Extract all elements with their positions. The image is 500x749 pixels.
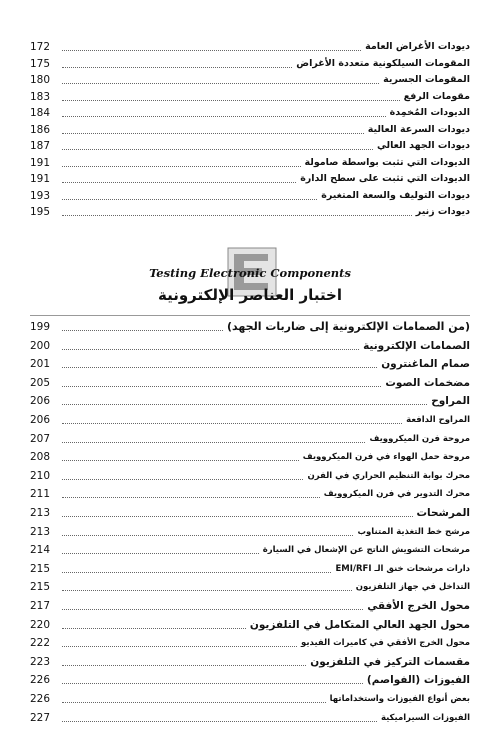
toc-entry[interactable] — [30, 121, 470, 137]
toc-leader-dots — [62, 99, 400, 101]
toc-entry-title: المقومات السيلكونية متعددة الأغراض — [296, 57, 470, 69]
toc-entry[interactable] — [30, 411, 470, 427]
toc-entry[interactable] — [30, 137, 470, 153]
toc-entry-title: ديودات التوليف والسعة المتغيرة — [321, 189, 470, 201]
toc-page-number: 215 — [30, 581, 51, 594]
toc-entry[interactable] — [30, 467, 470, 483]
toc-entry-title: المرشحات — [416, 507, 470, 519]
toc-leader-dots — [62, 422, 402, 424]
toc-entry[interactable] — [30, 318, 470, 334]
toc-entry-title: محول الخرج الأفقي في كاميرات الفيديو — [301, 638, 470, 649]
toc-entry[interactable] — [30, 38, 470, 54]
chapter-header — [0, 244, 500, 314]
toc-leader-dots — [62, 627, 246, 629]
toc-leader-dots — [62, 385, 381, 387]
toc-entry[interactable] — [30, 170, 470, 186]
toc-page-number: 201 — [30, 358, 51, 371]
toc-page-number: 226 — [30, 693, 51, 705]
toc-entry[interactable] — [30, 671, 470, 687]
toc-entry[interactable] — [30, 374, 470, 390]
toc-entry-title: ديودات السرعة العالية — [367, 123, 470, 135]
toc-leader-dots — [62, 214, 412, 216]
toc-page-number: 200 — [30, 339, 51, 352]
toc-entry-title: التداخل في جهاز التلفزيون — [355, 582, 470, 593]
toc-entry[interactable] — [30, 634, 470, 650]
toc-entry-title: المقومات الجسرية — [383, 74, 470, 85]
toc-entry-title: الديودات المُخمِدة — [389, 107, 470, 118]
chapter-title-ar: اختبار العناصر الإلكترونية — [157, 286, 343, 304]
toc-leader-dots — [62, 348, 359, 350]
toc-entry[interactable] — [30, 578, 470, 594]
toc-leader-dots — [62, 66, 292, 68]
toc-page-number: 213 — [30, 525, 51, 538]
toc-leader-dots — [62, 198, 317, 200]
toc-leader-dots — [62, 589, 352, 591]
toc-entry[interactable] — [30, 690, 470, 706]
toc-leader-dots — [62, 115, 386, 117]
toc-entry-title: مقومات الرفع — [403, 90, 470, 102]
toc-entry-title: مروحة حمل الهواء في فرن الميكروويف — [302, 452, 470, 463]
toc-entry-title: الصمامات الإلكترونية — [363, 339, 470, 352]
toc-entry-title: محول الجهد العالي المتكامل في التلفزيون — [249, 618, 470, 631]
section-divider — [30, 315, 470, 316]
toc-entry-title: ديودات زنير — [415, 206, 470, 217]
toc-leader-dots — [62, 49, 361, 51]
toc-leader-dots — [62, 459, 299, 461]
toc-entry-title: محول الخرج الأفقي — [367, 600, 470, 612]
toc-entry[interactable] — [30, 337, 470, 353]
toc-page-number: 186 — [30, 123, 51, 136]
toc-page-number: 191 — [30, 173, 51, 185]
toc-entry[interactable] — [30, 187, 470, 203]
toc-leader-dots — [62, 148, 373, 150]
toc-entry-title: ديودات الجهد العالي — [376, 140, 470, 151]
toc-page-number: 217 — [30, 600, 51, 612]
toc-page-number: 214 — [30, 544, 51, 557]
toc-page-number: 222 — [30, 637, 51, 650]
toc-page-number: 206 — [30, 395, 51, 408]
toc-page-number: 191 — [30, 156, 51, 169]
toc-entry[interactable] — [30, 709, 470, 725]
toc-leader-dots — [62, 701, 326, 703]
toc-leader-dots — [62, 441, 365, 443]
toc-leader-dots — [62, 366, 377, 368]
toc-entry[interactable] — [30, 653, 470, 669]
toc-entry[interactable] — [30, 430, 470, 446]
toc-entry-title: بعض أنواع الفيوزات واستخداماتها — [329, 694, 470, 704]
toc-entry[interactable] — [30, 485, 470, 501]
toc-leader-dots — [62, 478, 303, 480]
toc-page-number: 220 — [30, 618, 51, 631]
toc-entry-title: مقسمات التركيز في التلفزيون — [310, 655, 470, 668]
toc-leader-dots — [62, 720, 377, 722]
toc-entry-title: مرشح خط التغذية المتناوب — [357, 526, 470, 537]
toc-page-number: 184 — [30, 107, 51, 119]
toc-page-number: 206 — [30, 414, 51, 426]
toc-entry-title: مرشحات التشويش الناتج عن الإشعال في السيارة — [262, 545, 470, 556]
toc-page-number: 226 — [30, 674, 51, 687]
toc-leader-dots — [62, 645, 297, 647]
toc-entry[interactable] — [30, 55, 470, 71]
toc-entry[interactable] — [30, 597, 470, 613]
toc-page-number: 205 — [30, 376, 51, 389]
toc-entry-title: المراوح الدافعة — [406, 415, 470, 425]
toc-entry[interactable] — [30, 203, 470, 219]
toc-leader-dots — [62, 82, 379, 84]
toc-entry-title: الفيوزات السيراميكية — [380, 712, 470, 723]
toc-leader-dots — [62, 534, 353, 536]
toc-entry[interactable] — [30, 541, 470, 557]
toc-entry[interactable] — [30, 616, 470, 632]
toc-page-number: 208 — [30, 451, 51, 464]
toc-entry[interactable] — [30, 560, 470, 576]
toc-entry[interactable] — [30, 104, 470, 120]
toc-entry-title: مضخمات الصوت — [385, 376, 470, 389]
toc-page-number: 183 — [30, 90, 51, 103]
toc-entry[interactable] — [30, 448, 470, 464]
chapter-title-en: Testing Electronic Components — [149, 266, 351, 280]
toc-entry[interactable] — [30, 355, 470, 371]
toc-entry-title: محرك التدوير في فرن الميكروويف — [323, 489, 470, 500]
toc-leader-dots — [62, 496, 320, 498]
toc-page-number: 223 — [30, 655, 51, 668]
toc-page-number: 195 — [30, 206, 51, 218]
toc-entry-title: محرك بوابة التنظيم الحراري في الفرن — [307, 470, 470, 481]
toc-leader-dots — [62, 403, 427, 405]
toc-leader-dots — [62, 329, 223, 331]
toc-page-number: 227 — [30, 711, 51, 724]
toc-entry-title: مروحة فرن الميكروويف — [369, 433, 470, 444]
toc-leader-dots — [62, 181, 296, 183]
toc-entry-title: دارات مرشحات خنق الـ EMI/RFI — [335, 563, 470, 574]
toc-entry-title: ديودات الأغراض العامة — [365, 41, 470, 52]
toc-page-number: 175 — [30, 57, 51, 70]
toc-page-number: 211 — [30, 488, 51, 501]
toc-entry-title: (من الصمامات الإلكترونية إلى ضاربات الجهد) — [227, 320, 470, 333]
toc-leader-dots — [62, 515, 413, 517]
toc-entry-title: الفيوزات (الفواصم) — [366, 674, 470, 687]
toc-page-number: 180 — [30, 74, 51, 86]
toc-page-number: 213 — [30, 507, 51, 519]
toc-leader-dots — [62, 608, 363, 610]
toc-leader-dots — [62, 165, 301, 167]
toc-page-number: 207 — [30, 432, 51, 445]
toc-entry[interactable] — [30, 154, 470, 170]
toc-entry[interactable] — [30, 523, 470, 539]
toc-entry[interactable] — [30, 71, 470, 87]
toc-entry-title: صمام الماغنترون — [381, 358, 470, 371]
toc-leader-dots — [62, 552, 259, 554]
toc-leader-dots — [62, 682, 363, 684]
toc-entry-title: الديودات التي تثبت على سطح الدارة — [300, 173, 470, 184]
toc-page-number: 172 — [30, 41, 51, 53]
toc-leader-dots — [62, 132, 364, 134]
toc-entry[interactable] — [30, 88, 470, 104]
toc-leader-dots — [62, 664, 306, 666]
toc-entry[interactable] — [30, 392, 470, 408]
toc-page-number: 199 — [30, 321, 51, 333]
toc-entry-title: المراوح — [431, 395, 470, 408]
toc-leader-dots — [62, 571, 331, 573]
toc-page-number: 215 — [30, 562, 51, 575]
toc-page-number: 210 — [30, 469, 51, 482]
toc-page-number: 193 — [30, 189, 51, 202]
toc-entry[interactable] — [30, 504, 470, 520]
toc-entry-title: الديودات التي تثبت بواسطة صامولة — [304, 156, 470, 168]
toc-page-number: 187 — [30, 140, 51, 152]
